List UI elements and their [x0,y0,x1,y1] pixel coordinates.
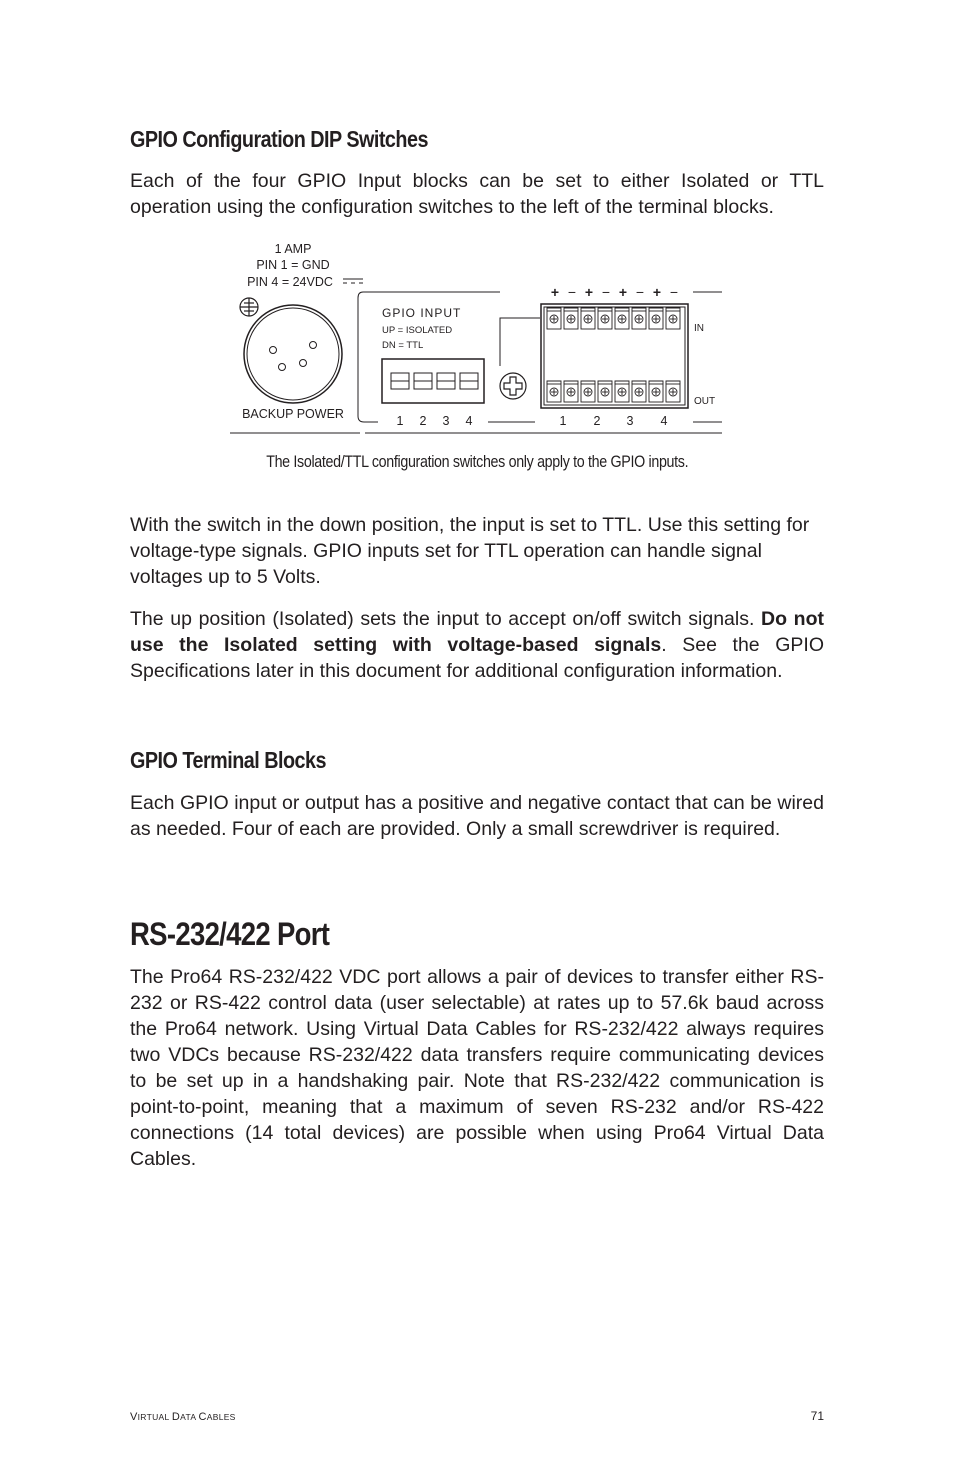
switch-number-1: 1 [396,414,404,428]
isolated-paragraph: The up position (Isolated) sets the input to accept on/off switch signals. Do not use the Isolated setting with voltage-based signals. See the GPIO Specifications later in this document for additional configuration information. [130,608,824,682]
gpio-panel-diagram [230,236,730,436]
polarity-sign: + [618,284,628,300]
section-heading-rs232: RS-232/422 Port [130,916,330,952]
section-heading-dip-switches: GPIO Configuration DIP Switches [130,126,428,152]
terminal-number-2: 2 [593,414,601,428]
terminal-screws [547,308,680,402]
input-terminal-screw-icon [615,308,629,329]
dc-symbol-icon [343,279,363,283]
polarity-sign: − [601,284,611,300]
out-label: OUT [694,396,716,407]
dip-paragraph: Each of the four GPIO Input blocks can be set to either Isolated or TTL operation using the configuration switches to the left of the terminal blocks. [130,170,824,218]
polarity-sign: + [652,284,662,300]
output-terminal-screw-icon [615,381,629,402]
output-terminal-screw-icon [564,381,578,402]
in-label: IN [694,323,704,334]
page-number: 71 [810,1409,824,1423]
polarity-sign: + [584,284,594,300]
section-heading-terminal-blocks: GPIO Terminal Blocks [130,747,326,773]
input-terminal-screw-icon [581,308,595,329]
power-label-gnd: PIN 1 = GND [256,258,330,272]
output-terminal-screw-icon [581,381,595,402]
input-terminal-screw-icon [564,308,578,329]
output-terminal-screw-icon [547,381,561,402]
ground-screw-icon [240,298,258,316]
mounting-screw-icon [500,373,526,399]
rs232-paragraph: The Pro64 RS-232/422 VDC port allows a pair of devices to transfer either RS-232 or RS-422 control data (user selectable) at rates up to 57.6k baud across the Pro64 network. Using Virtual Data Cables for RS-232/422 always requires two VDCs because RS-232/422 data transfers require communicating devices to be set up in a handshaking pair. Note that RS-232/422 communication is point-to-point, meaning that a maximum of seven RS-232 and/or RS-422 connections (14 total devices) are possible when using Pro64 Virtual Data Cables. [130,966,824,1170]
xlr-power-connector-icon [244,305,342,403]
output-terminal-screw-icon [598,381,612,402]
gpio-input-label: GPIO INPUT [382,306,462,320]
figure-caption: The Isolated/TTL configuration switches only apply to the GPIO inputs. [265,452,689,471]
up-isolated-label: UP = ISOLATED [382,325,453,336]
output-terminal-screw-icon [666,381,680,402]
switch-number-4: 4 [465,414,473,428]
power-label-24vdc: PIN 4 = 24VDC [247,275,333,289]
input-terminal-screw-icon [598,308,612,329]
polarity-sign: + [550,284,560,300]
input-terminal-screw-icon [666,308,680,329]
polarity-sign: − [669,284,679,300]
isolated-warning: Do not use the Isolated setting with voltage-based signals [130,608,824,656]
terminal-number-3: 3 [626,414,634,428]
footer-title: VIRTUAL DATA CABLES [130,1411,236,1423]
output-terminal-screw-icon [649,381,663,402]
ttl-paragraph: With the switch in the down position, the input is set to TTL. Use this setting for voltage-type signals. GPIO inputs set for TTL operation can handle signal voltages up to 5 Volts. [130,514,810,588]
terminal-paragraph: Each GPIO input or output has a positive and negative contact that can be wired as needed. Four of each are provided. Only a small screwdriver is required. [130,792,824,840]
terminal-number-1: 1 [559,414,567,428]
dip-switch-block [382,359,484,403]
power-label-amp: 1 AMP [274,242,312,256]
polarity-sign: − [635,284,645,300]
polarity-sign: − [567,284,577,300]
switch-number-3: 3 [442,414,450,428]
input-terminal-screw-icon [547,308,561,329]
terminal-number-4: 4 [660,414,668,428]
backup-power-label: BACKUP POWER [242,407,344,421]
input-terminal-screw-icon [649,308,663,329]
output-terminal-screw-icon [632,381,646,402]
input-terminal-screw-icon [632,308,646,329]
switch-number-2: 2 [419,414,427,428]
dn-ttl-label: DN = TTL [382,340,424,351]
